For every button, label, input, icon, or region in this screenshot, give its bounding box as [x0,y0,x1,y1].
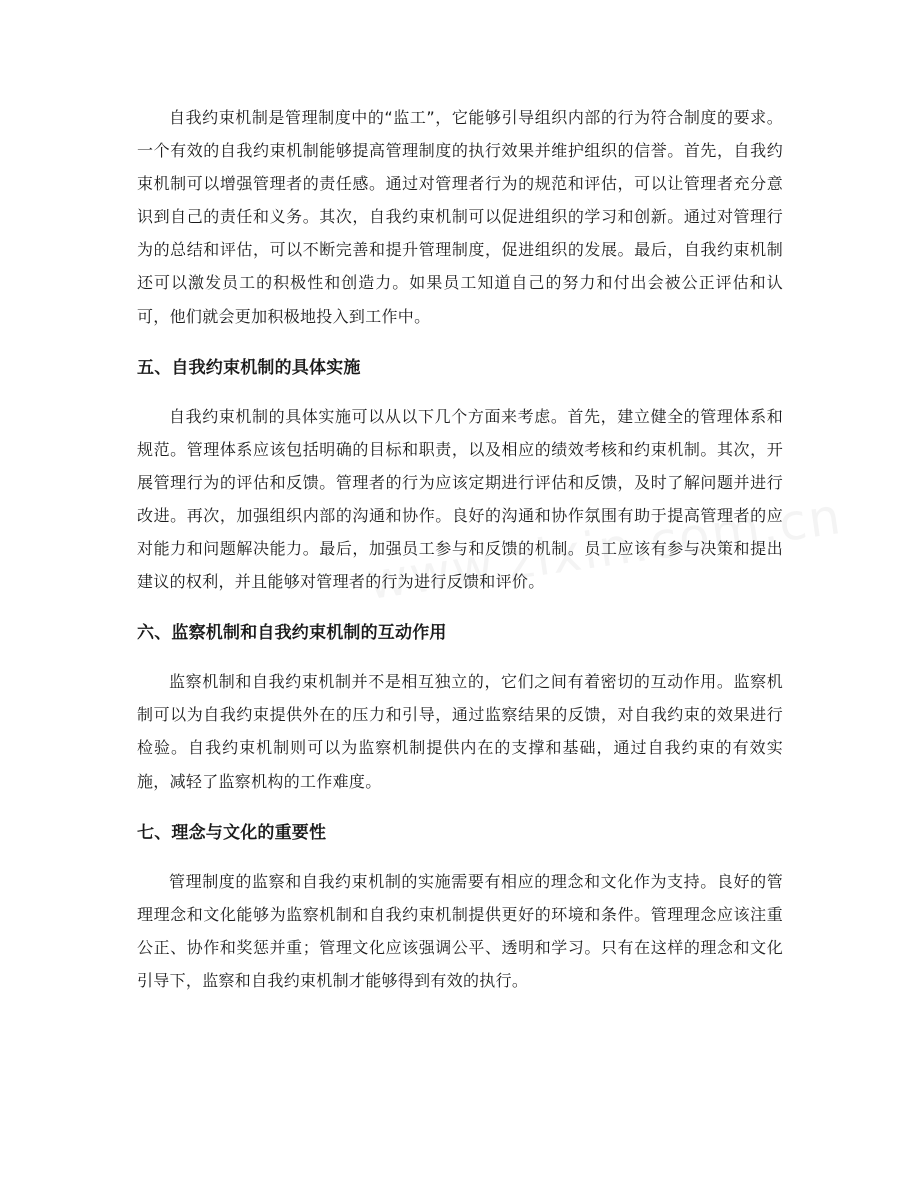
paragraph-implementation: 自我约束机制的具体实施可以从以下几个方面来考虑。首先，建立健全的管理体系和规范。管理体系应该包括明确的目标和职责，以及相应的绩效考核和约束机制。其次，开展管理行为的评估和反馈。管理者的行为应该定期进行评估和反馈，及时了解问题并进行改进。再次，加强组织内部的沟通和协作。良好的沟通和协作氛围有助于提高管理者的应对能力和问题解决能力。最后，加强员工参与和反馈的机制。员工应该有参与决策和提出建议的权利，并且能够对管理者的行为进行反馈和评价。 [137,406,783,592]
heading-section-5: 五、自我约束机制的具体实施 [137,357,361,378]
paragraph-self-restraint-role: 自我约束机制是管理制度中的“监工”，它能够引导组织内部的行为符合制度的要求。一个有效的自我约束机制能够提高管理制度的执行效果并维护组织的信誉。首先，自我约束机制可以增强管理者的责任感。通过对管理者行为的规范和评估，可以让管理者充分意识到自己的责任和义务。其次，自我约束机制可以促进组织的学习和创新。通过对管理行为的总结和评估，可以不断完善和提升管理制度，促进组织的发展。最后，自我约束机制还可以激发员工的积极性和创造力。如果员工知道自己的努力和付出会被公正评估和认可，他们就会更加积极地投入到工作中。 [137,108,783,326]
heading-section-7: 七、理念与文化的重要性 [137,822,327,843]
heading-section-6: 六、监察机制和自我约束机制的互动作用 [137,623,447,644]
paragraph-culture: 管理制度的监察和自我约束机制的实施需要有相应的理念和文化作为支持。良好的管理理念和文化能够为监察机制和自我约束机制提供更好的环境和条件。管理理念应该注重公正、协作和奖惩并重；管理文化应该强调公平、透明和学习。只有在这样的理念和文化引导下，监察和自我约束机制才能够得到有效的执行。 [137,871,783,990]
paragraph-interaction: 监察机制和自我约束机制并不是相互独立的，它们之间有着密切的互动作用。监察机制可以为自我约束提供外在的压力和引导，通过监察结果的反馈，对自我约束的效果进行检验。自我约束机制则可以为监察机制提供内在的支撑和基础，通过自我约束的有效实施，减轻了监察机构的工作难度。 [137,672,783,791]
